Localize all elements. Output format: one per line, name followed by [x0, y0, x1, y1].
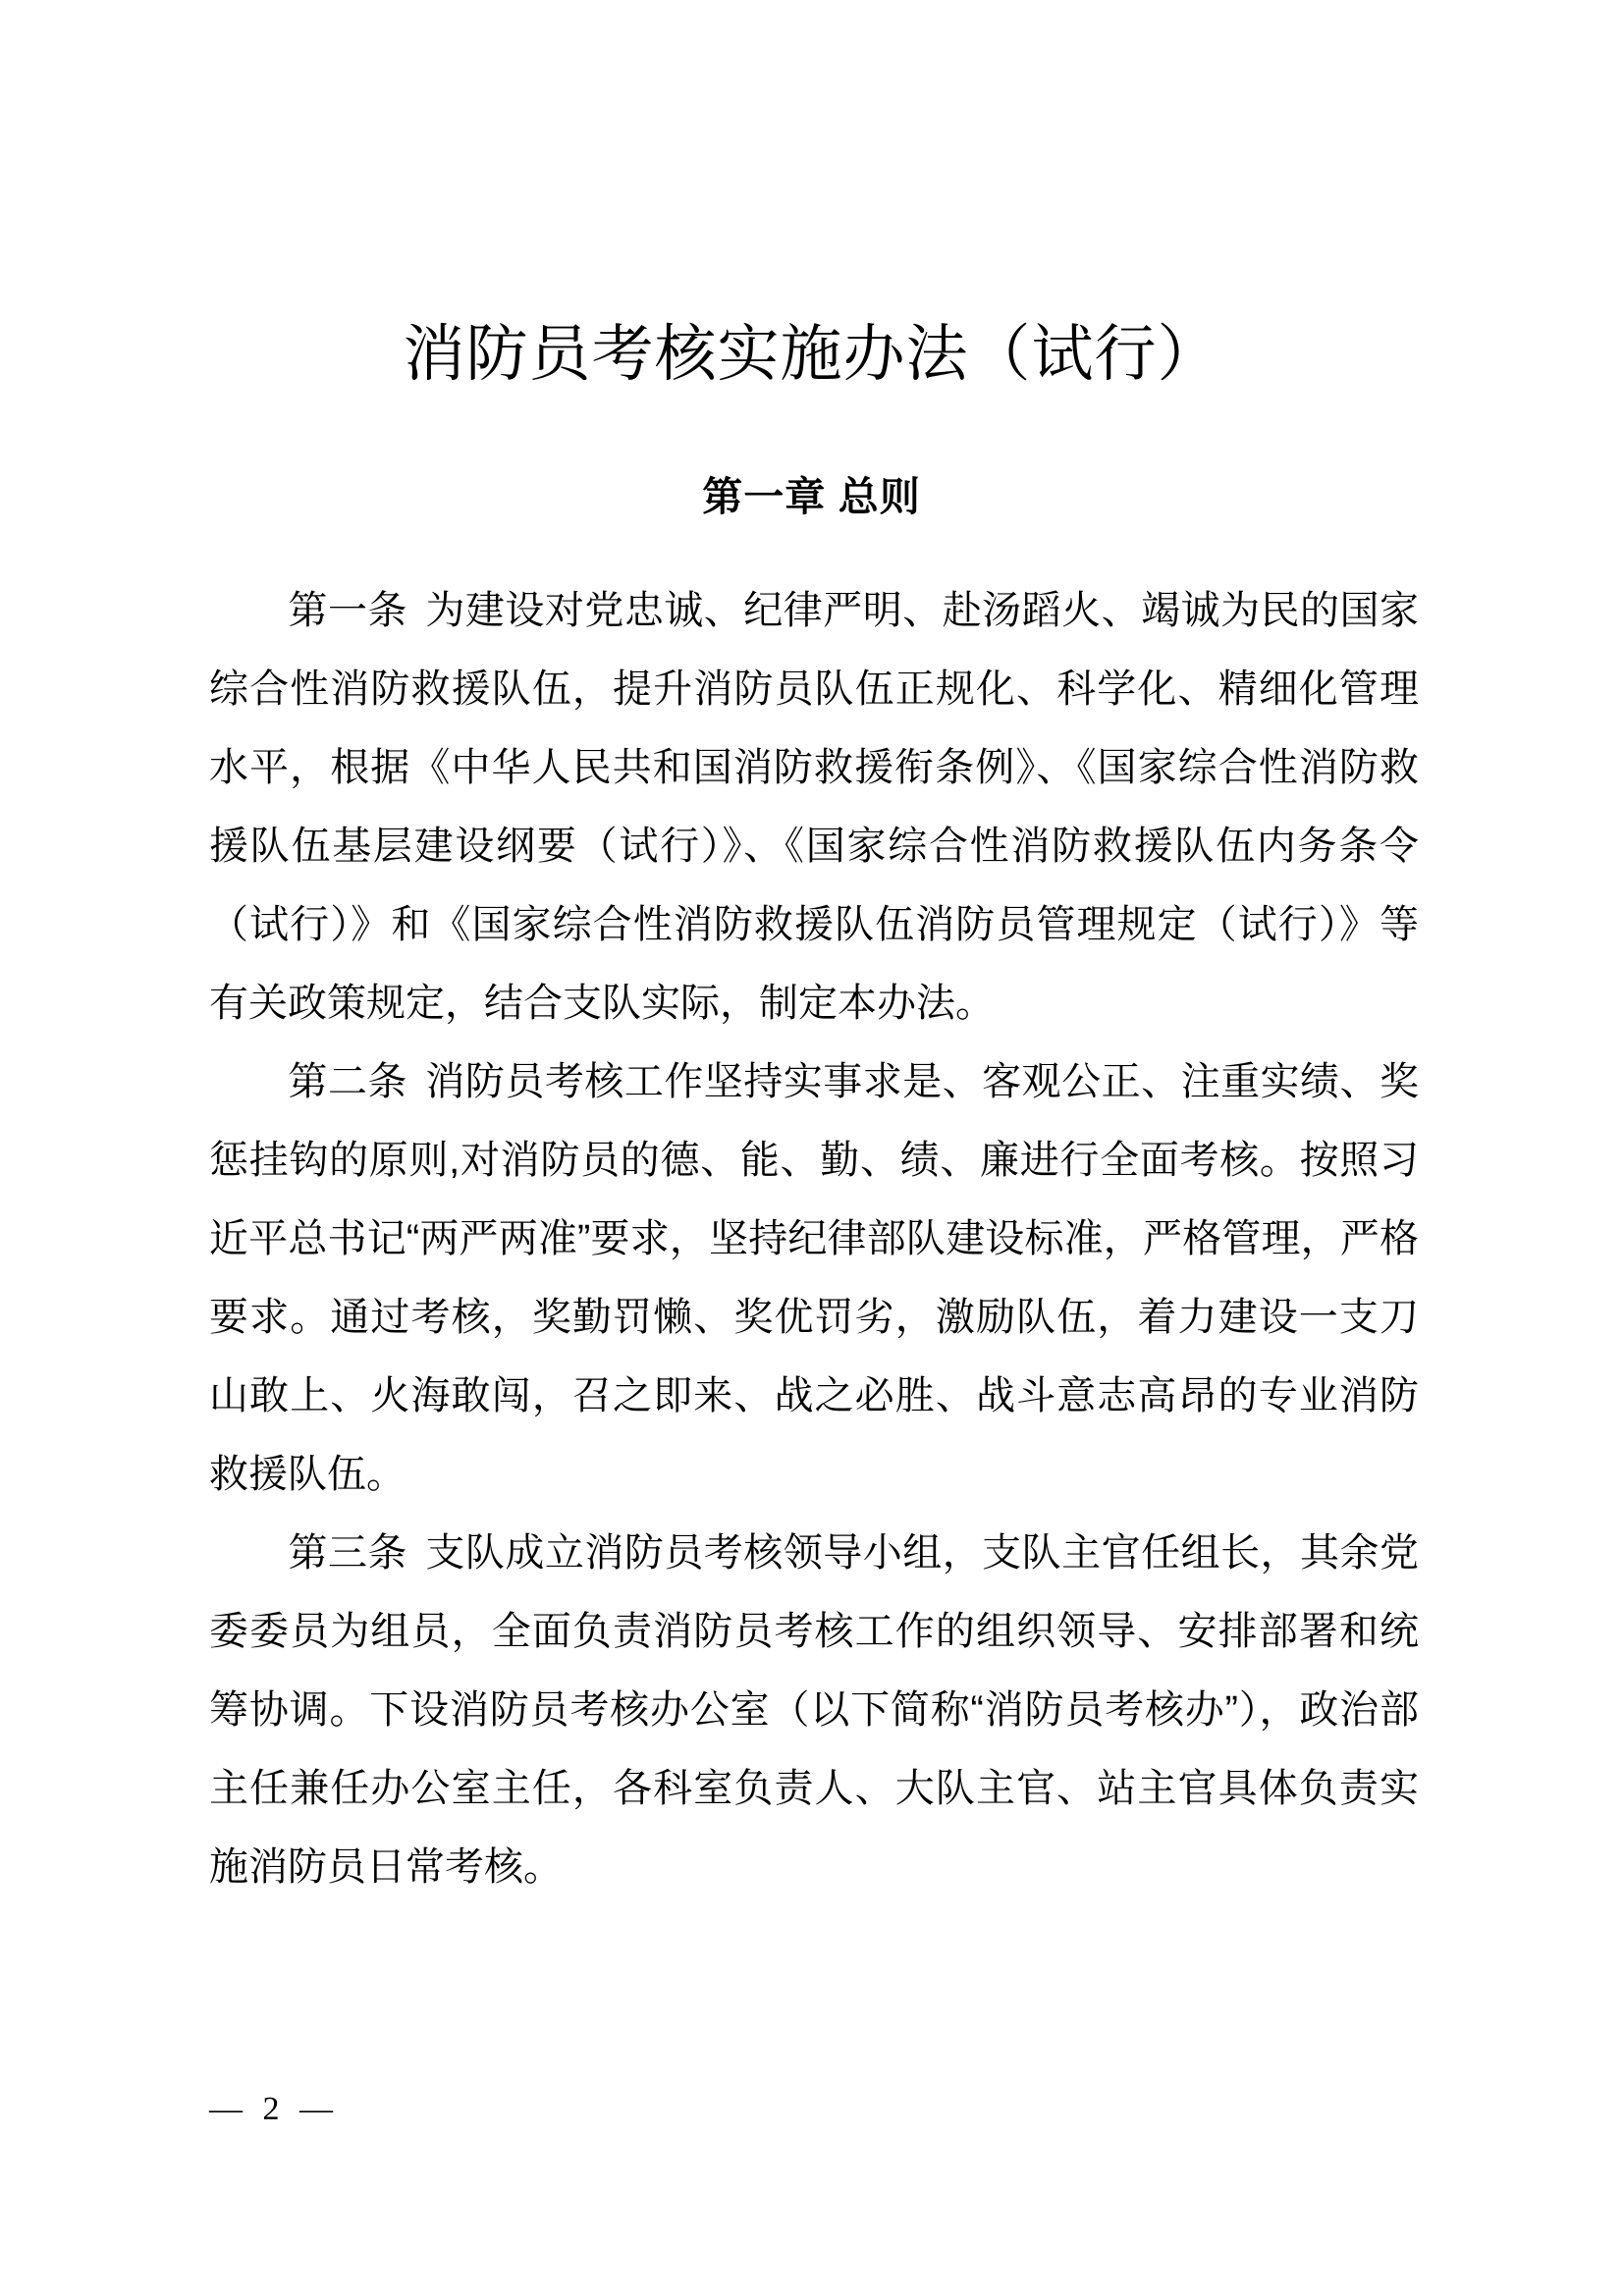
article-1 [209, 571, 1419, 1042]
document-body [209, 571, 1419, 1906]
article-2-text: 消防员考核工作坚持实事求是、客观公正、注重实绩、奖惩挂钩的原则,对消防员的德、能、勤、绩、廉进行全面考核。按照习近平总书记“两严两准”要求，坚持纪律部队建设标准，严格管理，严格要求。通过考核，奖勤罚懒、奖优罚劣，激励队伍，着力建设一支刀山敢上、火海敢闯，召之即来、战之必胜、战斗意志高昂的专业消防救援队伍。 [209, 1060, 1420, 1496]
article-2 [209, 1042, 1419, 1514]
article-2-label: 第二条 [288, 1060, 407, 1103]
chapter-heading: 第一章 总则 [702, 474, 921, 520]
article-3 [209, 1514, 1419, 1906]
page-number: — 2 — [209, 2091, 339, 2127]
article-3-text: 支队成立消防员考核领导小组，支队主官任组长，其余党委委员为组员，全面负责消防员考核工作的组织领导、安排部署和统筹协调。下设消防员考核办公室（以下简称“消防员考核办”），政治部主任兼任办公室主任，各科室负责人、大队主官、站主官具体负责实施消防员日常考核。 [209, 1531, 1420, 1889]
page-title: 消防员考核实施办法（试行） [403, 320, 1220, 390]
article-3-label: 第三条 [288, 1531, 407, 1575]
article-1-text: 为建设对党忠诚、纪律严明、赴汤蹈火、竭诚为民的国家综合性消防救援队伍，提升消防员队伍正规化、科学化、精细化管理水平，根据《中华人民共和国消防救援衔条例》、《国家综合性消防救援队伍基层建设纲要（试行）》、《国家综合性消防救援队伍内务条令（试行）》和《国家综合性消防救援队伍消防员管理规定（试行）》等有关政策规定，结合支队实际，制定本办法。 [209, 589, 1420, 1025]
article-1-label: 第一条 [288, 589, 407, 632]
